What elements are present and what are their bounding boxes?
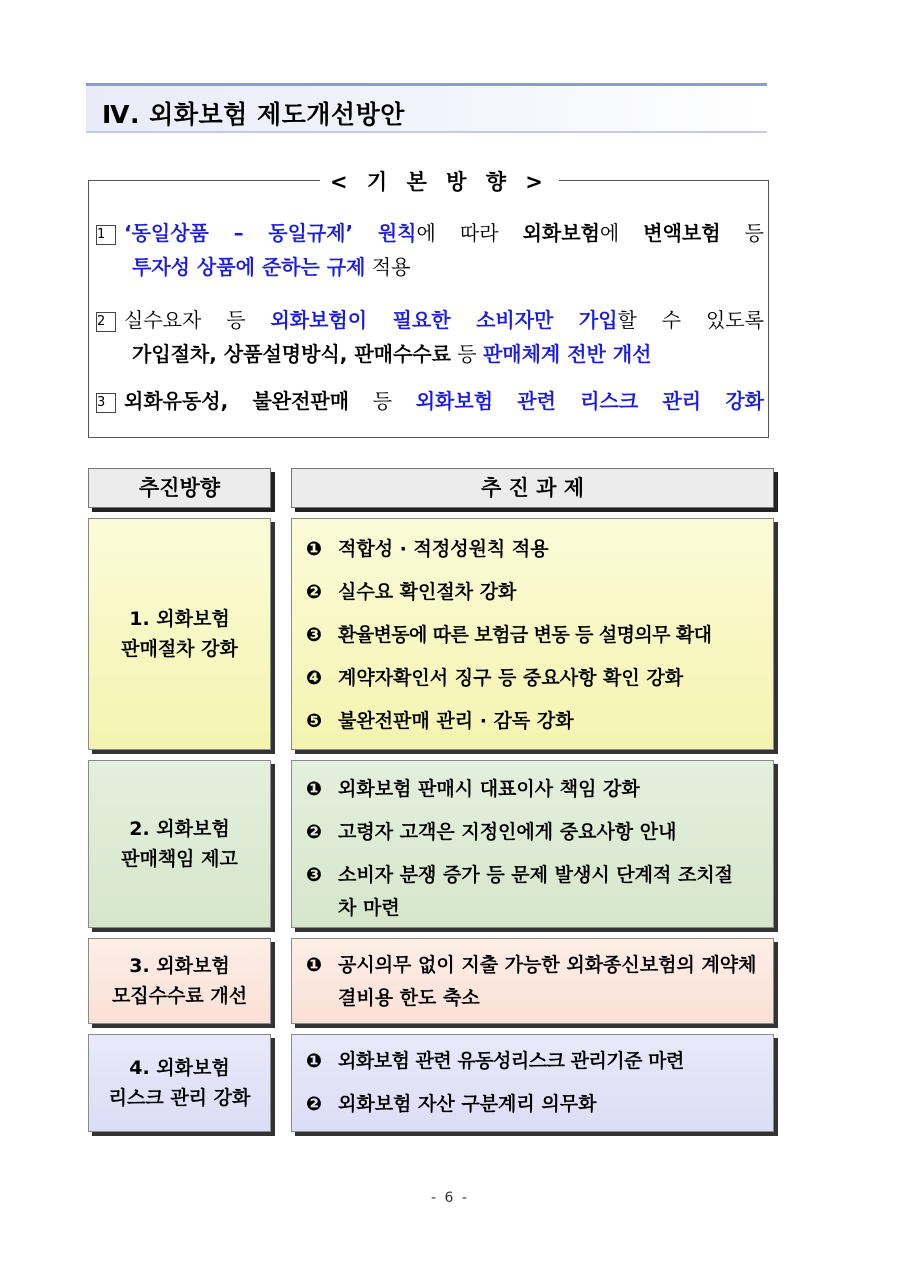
direction-line: 4. 외화보험 — [129, 1057, 230, 1079]
direction-line: 리스크 관리 강화 — [108, 1087, 251, 1109]
direction-line: 2. 외화보험 — [129, 818, 230, 840]
task-text: 실수요 확인절차 강화 — [338, 581, 517, 603]
bullet-number-3: ❸ — [306, 624, 323, 646]
task-text: 외화보험 자산 구분계리 의무화 — [338, 1093, 597, 1115]
task-list — [306, 773, 763, 935]
bullet-number-2: ❷ — [306, 581, 323, 603]
item-2-line-2 — [96, 337, 764, 371]
item-3-segment: 외화유동성, 불완전판매 — [124, 389, 350, 413]
direction-cell-3 — [88, 938, 271, 1024]
direction-line: 판매절차 강화 — [121, 638, 238, 660]
task-text: 외화보험 판매시 대표이사 책임 강화 — [338, 778, 640, 800]
task-item — [306, 859, 763, 925]
task-item — [306, 773, 763, 806]
item-3-segment: 등 — [349, 389, 416, 413]
task-text: 고령자 고객은 지정인에게 중요사항 안내 — [338, 821, 677, 843]
bullet-number-1: ❶ — [306, 954, 323, 976]
item-1-segment: 투자성 상품에 준하는 규제 — [132, 255, 366, 279]
bullet-number-1: ❶ — [306, 1050, 323, 1072]
task-item — [306, 949, 763, 1015]
direction-cell-2 — [88, 760, 271, 928]
task-text: 불완전판매 관리 · 감독 강화 — [338, 710, 574, 732]
item-1-segment: ‘동일상품 – 동일규제’ 원칙 — [124, 221, 417, 245]
bullet-number-1: ❶ — [306, 538, 323, 560]
item-1-line-1 — [96, 216, 764, 250]
item-2-segment: 할 수 있도록 — [617, 308, 764, 332]
item-2-line-1 — [96, 303, 764, 337]
basic-direction-heading: < 기 본 방 향 > — [320, 166, 559, 196]
bullet-number-3: ❸ — [306, 864, 323, 886]
direction-cell-4 — [88, 1034, 271, 1132]
item-1-segment: 변액보험 — [643, 221, 721, 245]
basic-direction-item-1 — [96, 216, 764, 284]
direction-text — [89, 1053, 270, 1113]
bullet-number-2: ❷ — [306, 1093, 323, 1115]
section-title-bar — [86, 83, 767, 133]
direction-line: 3. 외화보험 — [129, 955, 230, 977]
task-text: 적합성 · 적정성원칙 적용 — [338, 538, 549, 560]
task-list — [306, 949, 763, 1025]
tasks-cell-2 — [291, 760, 774, 928]
bullet-number-1: ❶ — [306, 778, 323, 800]
page-number: - 6 - — [431, 1190, 469, 1206]
task-list — [306, 533, 763, 748]
item-3-segment: 외화보험 관련 리스크 관리 강화 — [415, 389, 764, 413]
table-header-direction: 추진방향 — [88, 468, 271, 508]
task-text: 소비자 분쟁 증가 등 문제 발생시 단계적 조치절차 마련 — [338, 864, 734, 919]
item-2-segment: 외화보험이 필요한 소비자만 가입 — [270, 308, 618, 332]
direction-text — [89, 951, 270, 1011]
basic-direction-item-3 — [96, 384, 764, 418]
item-1-segment: 적용 — [365, 255, 411, 279]
item-1-segment: 외화보험 — [522, 221, 600, 245]
task-item — [306, 576, 763, 609]
task-item — [306, 1045, 763, 1078]
task-item — [306, 1088, 763, 1121]
section-title: Ⅳ. 외화보험 제도개선방안 — [102, 100, 405, 129]
item-number-box: 3 — [96, 393, 116, 413]
task-text: 외화보험 관련 유동성리스크 관리기준 마련 — [338, 1050, 684, 1072]
item-2-segment: 실수요자 등 — [124, 308, 271, 332]
item-2-segment: 판매체계 전반 개선 — [482, 342, 652, 366]
tasks-cell-1 — [291, 518, 774, 750]
item-2-segment: 가입절차, 상품설명방식, 판매수수료 — [132, 342, 451, 366]
tasks-cell-3 — [291, 938, 774, 1024]
tasks-cell-4 — [291, 1034, 774, 1132]
item-1-segment: 등 — [720, 221, 764, 245]
task-item — [306, 816, 763, 849]
bullet-number-2: ❷ — [306, 821, 323, 843]
direction-line: 판매책임 제고 — [121, 848, 238, 870]
task-item — [306, 533, 763, 566]
task-item — [306, 705, 763, 738]
item-1-segment: 에 따라 — [416, 221, 523, 245]
task-item — [306, 662, 763, 695]
task-text: 계약자확인서 징구 등 중요사항 확인 강화 — [338, 667, 684, 689]
item-3-line-1 — [96, 384, 764, 418]
direction-cell-1 — [88, 518, 271, 750]
direction-line: 1. 외화보험 — [129, 608, 230, 630]
item-1-line-2 — [96, 250, 764, 284]
direction-line: 모집수수료 개선 — [111, 985, 248, 1007]
bullet-number-4: ❹ — [306, 667, 323, 689]
basic-direction-item-2 — [96, 303, 764, 371]
table-header-tasks: 추 진 과 제 — [291, 468, 774, 508]
task-text: 공시의무 없이 지출 가능한 외화종신보험의 계약체결비용 한도 축소 — [338, 954, 757, 1009]
task-item — [306, 619, 763, 652]
direction-text — [89, 604, 270, 664]
bullet-number-5: ❺ — [306, 710, 323, 732]
task-text: 환율변동에 따른 보험금 변동 등 설명의무 확대 — [338, 624, 712, 646]
item-number-box: 1 — [96, 225, 116, 245]
item-1-segment: 에 — [599, 221, 644, 245]
item-number-box: 2 — [96, 312, 116, 332]
direction-text — [89, 814, 270, 874]
item-2-segment: 등 — [450, 342, 483, 366]
task-list — [306, 1045, 763, 1131]
